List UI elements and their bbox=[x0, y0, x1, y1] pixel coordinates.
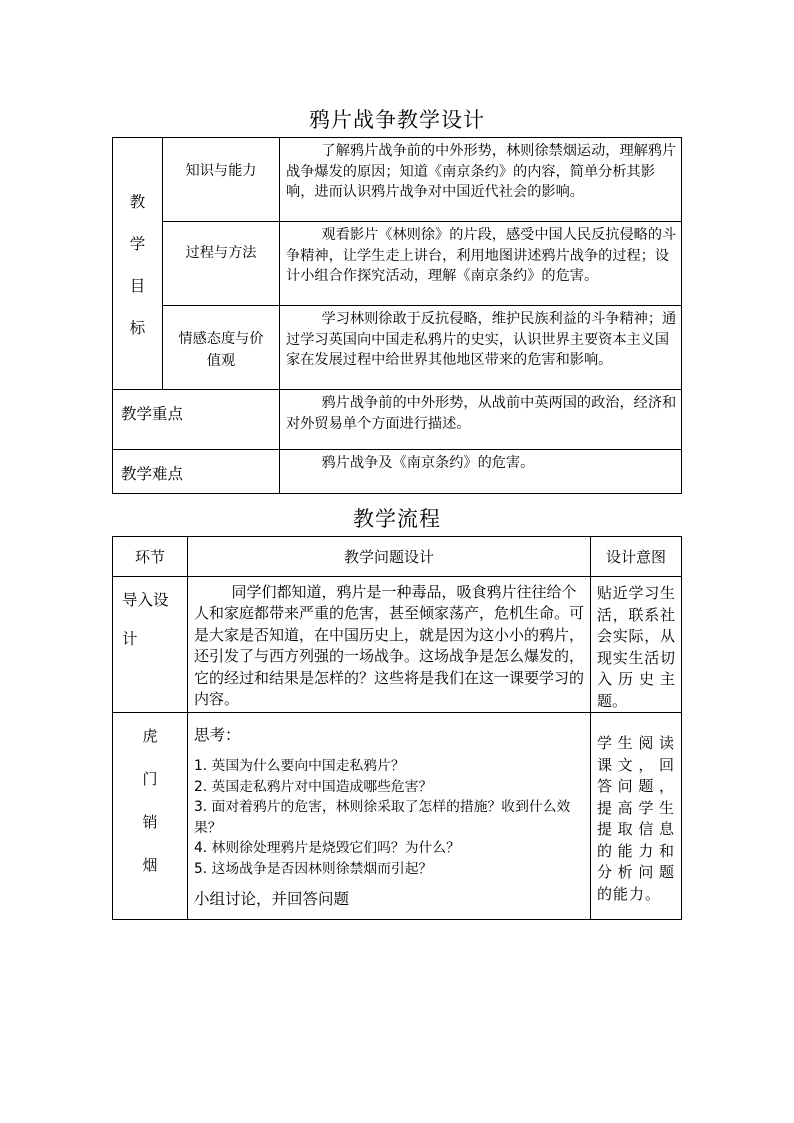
stage-char: 销 bbox=[142, 813, 158, 832]
key-point-content: 鸦片战争前的中外形势，从战前中英两国的政治，经济和对外贸易单个方面进行描述。 bbox=[280, 390, 682, 450]
question-item: 5. 这场战争是否因林则徐禁烟而引起？ bbox=[194, 860, 433, 877]
question-item: 3. 面对着鸦片的危害，林则徐采取了怎样的措施？收到什么效果？ bbox=[194, 799, 571, 836]
objective-category bbox=[163, 306, 280, 390]
objective-char: 学 bbox=[129, 235, 146, 253]
section-title: 教学流程 bbox=[353, 507, 441, 531]
header-intent: 设计意图 bbox=[591, 537, 682, 577]
objective-content: 学习林则徐敢于反抗侵略，维护民族利益的斗争精神；通过学习英国向中国走私鸦片的史实，认识世界主要资本主义国家在发展过程中给世界其他地区带来的危害和影响。 bbox=[280, 306, 682, 390]
category-line: 情感态度与价 bbox=[178, 331, 264, 347]
header-design: 教学问题设计 bbox=[188, 537, 591, 577]
think-label: 思考： bbox=[194, 726, 241, 745]
difficulty-label: 教学难点 bbox=[113, 450, 280, 494]
page-title: 鸦片战争教学设计 bbox=[309, 108, 485, 132]
objective-content: 了解鸦片战争前的中外形势，林则徐禁烟运动，理解鸦片战争爆发的原因；知道《南京条约》的内容，简单分析其影响，进而认识鸦片战争对中国近代社会的影响。 bbox=[280, 138, 682, 222]
ban-intent: 学生阅读课文，回答问题，提高学生提取信息的能力和分析问题的能力。 bbox=[591, 713, 682, 920]
stage-char: 虎 bbox=[142, 727, 158, 746]
question-item: 1. 英国为什么要向中国走私鸦片？ bbox=[194, 758, 405, 775]
question-list bbox=[194, 756, 586, 879]
discussion-text: 小组讨论，并回答问题 bbox=[194, 890, 350, 909]
ban-stage bbox=[113, 713, 188, 920]
question-item: 4. 林则徐处理鸦片是烧毁它们吗？为什么？ bbox=[194, 840, 460, 857]
category-line: 值观 bbox=[206, 353, 236, 369]
objectives-group-label bbox=[113, 138, 163, 390]
stage-char: 烟 bbox=[142, 856, 158, 875]
intro-stage bbox=[113, 577, 188, 713]
ban-design bbox=[188, 713, 591, 920]
objective-char: 标 bbox=[129, 319, 146, 337]
header-stage: 环节 bbox=[113, 537, 188, 577]
difficulty-content: 鸦片战争及《南京条约》的危害。 bbox=[280, 450, 682, 494]
stage-char: 门 bbox=[142, 770, 158, 789]
intro-design: 同学们都知道，鸦片是一种毒品，吸食鸦片往往给个人和家庭都带来严重的危害，甚至倾家荡产，危机生命。可是大家是否知道，在中国历史上，就是因为这小小的鸦片，还引发了与西方列强的一场战争。这场战争是怎么爆发的， 它的经过和结果是怎样的？这些将是我们在这一课要学习的内容。 bbox=[188, 577, 591, 713]
objectives-table bbox=[112, 137, 682, 494]
stage-line: 计 bbox=[122, 630, 138, 648]
flow-table bbox=[112, 536, 682, 920]
objective-category: 知识与能力 bbox=[163, 138, 280, 222]
question-item: 2. 英国走私鸦片对中国造成哪些危害？ bbox=[194, 778, 433, 795]
objective-category: 过程与方法 bbox=[163, 222, 280, 306]
stage-line: 导入设 bbox=[122, 591, 169, 609]
objective-content: 观看影片《林则徐》的片段，感受中国人民反抗侵略的斗争精神，让学生走上讲台，利用地图讲述鸦片战争的过程；设计小组合作探究活动，理解《南京条约》的危害。 bbox=[280, 222, 682, 306]
objective-char: 教 bbox=[129, 193, 146, 211]
key-point-label: 教学重点 bbox=[113, 390, 280, 450]
intro-intent: 贴近学习生活，联系社会实际，从现实生活切入历史主题。 bbox=[591, 577, 682, 713]
objective-char: 目 bbox=[129, 277, 146, 295]
